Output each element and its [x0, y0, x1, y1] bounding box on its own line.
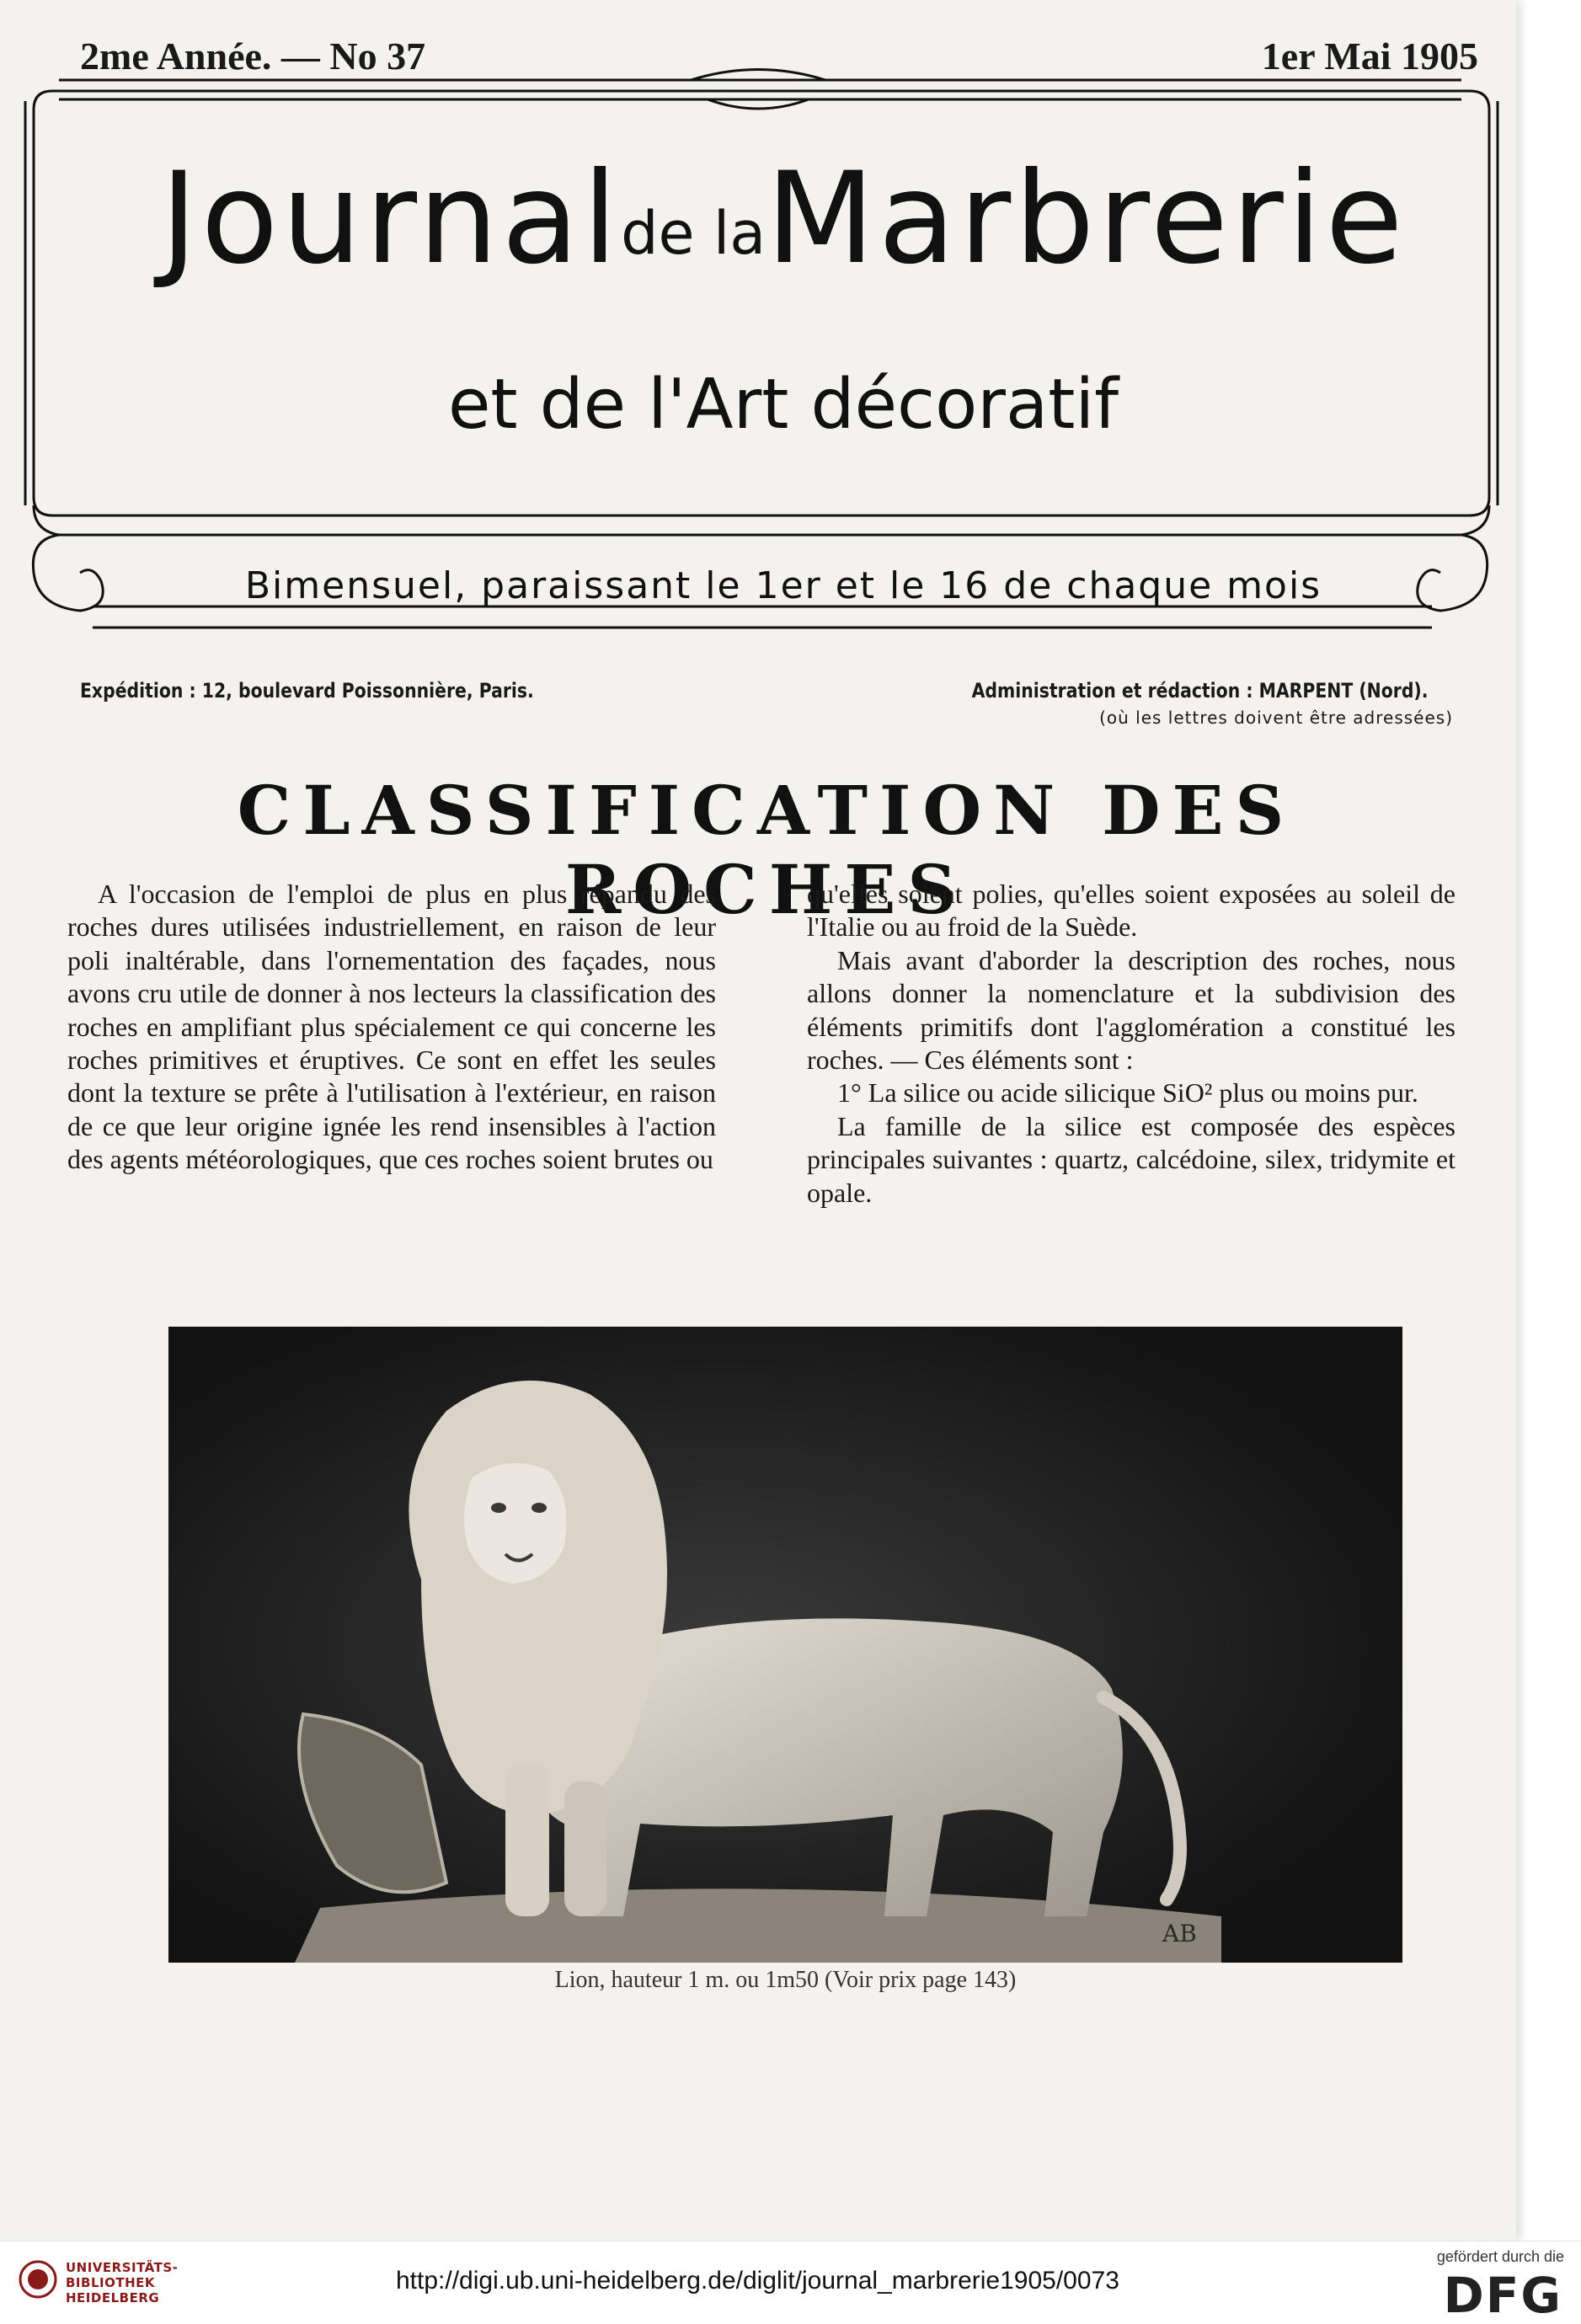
sponsor-label: gefördert durch die: [1436, 2248, 1564, 2265]
lion-sculpture-illustration: [168, 1327, 1402, 1963]
masthead-title-small: de la: [621, 199, 766, 268]
article-paragraph: A l'occasion de l'emploi de plus en plus répandu des roches dures utilisées industriellement, en raison de leur poli inaltérable, dans l'ornementation des façades, nous avons cru utile de donner à nos lecteurs la classification des roches en amplifiant plus spécialement ce qui concerne les roches primitives et éruptives. Ce sont en effet les seules dont la texture se prête à l'utilisation à l'extérieur, en raison de ce que leur origine ignée les rend insensibles à l'action des agents météorologiques, que ces roches soient brutes ou: [67, 879, 716, 1175]
article-right-column: [807, 878, 1455, 1210]
issue-number: 2me Année. — No 37: [80, 35, 426, 77]
masthead-title-part2: Marbrerie: [766, 146, 1407, 292]
sculptor-monogram: AB: [1162, 1920, 1197, 1947]
university-seal-icon: [19, 2258, 57, 2300]
imprint-expedition: Expédition : 12, boulevard Poissonnière, Paris.: [80, 679, 534, 703]
university-library-name[interactable]: [66, 2260, 178, 2305]
dfg-logo[interactable]: DFG: [1443, 2267, 1562, 2324]
issue-date: 1er Mai 1905: [1261, 35, 1478, 77]
article-left-column: [67, 878, 716, 1177]
imprint-administration: Administration et rédaction : MARPENT (Nord).: [971, 679, 1428, 703]
masthead-subtitle: Bimensuel, paraissant le 1er et le 16 de chaque mois: [244, 564, 1322, 607]
article-paragraph: Mais avant d'aborder la description des roches, nous allons donner la nomenclature et la subdivision des éléments primitifs dont l'agglomération a constitué les roches. — Ces éléments sont :: [807, 944, 1455, 1076]
article-headline: CLASSIFICATION DES ROCHES: [237, 771, 1296, 929]
figure-caption: Lion, hauteur 1 m. ou 1m50 (Voir prix page 143): [554, 1967, 1017, 1993]
institution-line: UNIVERSITÄTS-: [66, 2260, 179, 2275]
article-paragraph: 1° La silice ou acide silicique SiO² plus ou moins pur.: [837, 1077, 1418, 1109]
article-paragraph: qu'elles soient polies, qu'elles soient exposées au soleil de l'Italie ou au froid de la Suède.: [807, 879, 1455, 943]
institution-line: HEIDELBERG: [66, 2290, 160, 2305]
article-paragraph: La famille de la silice est composée des espèces principales suivantes : quartz, calcédoine, silex, tridymite et opale.: [807, 1110, 1455, 1208]
viewer-footer: [0, 2241, 1581, 2324]
masthead-title: [84, 146, 1482, 292]
institution-line: BIBLIOTHEK: [66, 2275, 155, 2290]
masthead-title-line2: et de l'Art décoratif: [447, 365, 1119, 445]
masthead-title-part1: Journal: [160, 146, 622, 292]
imprint-note: (où les lettres doivent être adressées): [1099, 708, 1453, 728]
lion-sculpture-photo: [168, 1327, 1402, 1963]
permalink-url[interactable]: http://digi.ub.uni-heidelberg.de/diglit/journal_marbrerie1905/0073: [396, 2267, 1119, 2295]
